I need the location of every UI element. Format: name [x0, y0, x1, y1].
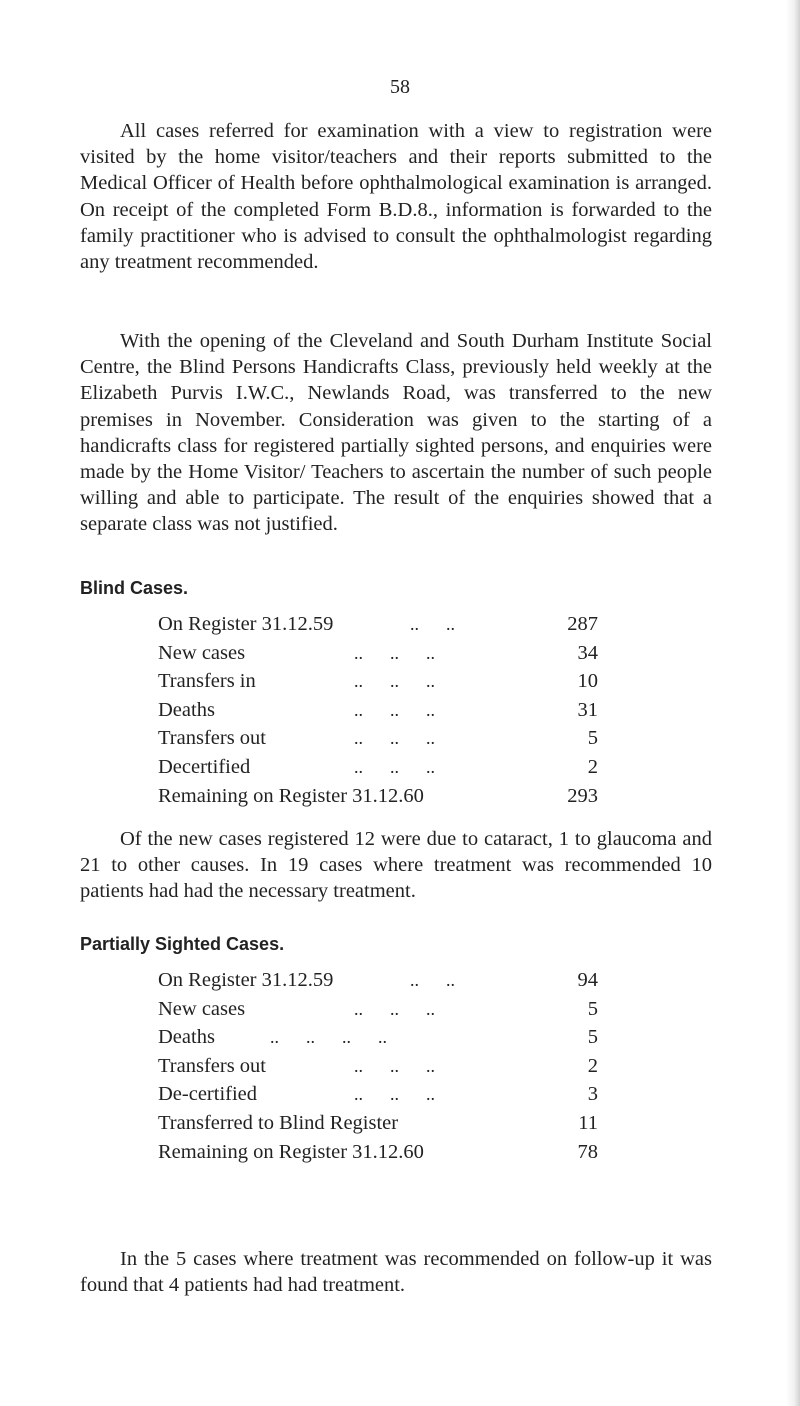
- row-value: 287: [567, 613, 598, 635]
- blind-cases-heading: Blind Cases.: [80, 578, 189, 598]
- row-value: 11: [578, 1111, 598, 1134]
- page-number: 58: [390, 76, 410, 98]
- row-value: 78: [577, 1140, 598, 1163]
- row-label: On Register 31.12.59: [158, 969, 334, 991]
- row-value: 94: [577, 969, 598, 991]
- paragraph-registration-visits: [80, 118, 712, 275]
- row-value: 5: [587, 1026, 598, 1049]
- row-value: 2: [587, 755, 598, 778]
- table-row: [158, 1080, 598, 1109]
- table-row: [158, 639, 598, 668]
- table-row: [158, 995, 598, 1024]
- leader-dots: .. .. ..: [354, 642, 435, 663]
- leader-dots: .. ..: [410, 970, 455, 990]
- partially-sighted-heading: Partially Sighted Cases.: [80, 934, 285, 954]
- table-row: [158, 1052, 598, 1081]
- row-label: Remaining on Register 31.12.60: [158, 784, 424, 807]
- row-label: Transfers out: [158, 1054, 267, 1077]
- leader-dots: .. .. ..: [354, 756, 435, 777]
- paragraph-text: Of the new cases registered 12 were due to cataract, 1 to glaucoma and 21 to other causes. In 19 cases where treatment was recommended 10 patients had had the necessary treatment.: [80, 828, 712, 903]
- paragraph-text: With the opening of the Cleveland and South Durham Institute Social Centre, the Blind Persons Handicrafts Class, previously held weekly at the Elizabeth Purvis I.W.C., Newlands Road, was transferred to the new premises in November. Consideration was given to the starting of a handicrafts class for registered partially sighted persons, and enquiries were made by the Home Visitor/ Teachers to ascertain the number of such people willing and able to participate. The result of the enquiries showed that a separate class was not justified.: [80, 330, 712, 536]
- page-edge-shadow: [786, 0, 800, 1406]
- leader-dots: .. .. .. ..: [270, 1027, 387, 1048]
- table-row: [158, 667, 598, 696]
- paragraph-new-cases-causes: [80, 826, 712, 905]
- paragraph-text: In the 5 cases where treatment was recommended on follow-up it was found that 4 patients had had treatment.: [80, 1248, 712, 1297]
- row-label: Deaths: [158, 698, 215, 721]
- row-value: 5: [587, 997, 598, 1020]
- partially-sighted-table: [158, 966, 598, 1166]
- leader-dots: .. .. ..: [354, 1055, 435, 1076]
- row-label: On Register 31.12.59: [158, 613, 334, 635]
- row-value: 3: [587, 1083, 598, 1106]
- table-row: [158, 753, 598, 782]
- table-row: [158, 724, 598, 753]
- leader-dots: .. .. ..: [354, 998, 435, 1019]
- row-label: Transfers in: [158, 670, 256, 693]
- row-label: Transfers out: [158, 727, 267, 750]
- table-row: [158, 696, 598, 725]
- leader-dots: .. ..: [410, 614, 455, 634]
- leader-dots: .. .. ..: [354, 728, 435, 749]
- leader-dots: .. .. ..: [354, 1084, 435, 1105]
- row-value: 10: [577, 670, 598, 693]
- row-value: 31: [577, 698, 598, 721]
- row-value: 293: [567, 784, 598, 807]
- row-value: 34: [577, 641, 598, 664]
- paragraph-text: All cases referred for examination with a view to registration were visited by the home visitor/teachers and their reports submitted to the Medical Officer of Health before ophthalmological examination is arranged. On receipt of the completed Form B.D.8., information is forwarded to the family practitioner who is advised to consult the ophthalmologist regarding any treatment recommended.: [80, 120, 712, 274]
- table-row: [158, 1023, 598, 1052]
- leader-dots: .. .. ..: [354, 671, 435, 692]
- row-label: Remaining on Register 31.12.60: [158, 1140, 424, 1163]
- row-label: New cases: [158, 997, 246, 1020]
- row-label: De-certified: [158, 1083, 258, 1106]
- row-label: Transferred to Blind Register: [158, 1111, 399, 1134]
- row-value: 2: [587, 1054, 598, 1077]
- leader-dots: .. .. ..: [354, 699, 435, 720]
- row-label: New cases: [158, 641, 246, 664]
- paragraph-handicrafts-class: [80, 328, 712, 538]
- paragraph-follow-up: [80, 1246, 712, 1298]
- table-row: [158, 782, 598, 811]
- table-row: [158, 1138, 598, 1167]
- table-row: [158, 1109, 598, 1138]
- row-label: Deaths: [158, 1026, 215, 1049]
- row-value: 5: [587, 727, 598, 750]
- table-row: [158, 610, 598, 639]
- blind-cases-table: [158, 610, 598, 810]
- row-label: Decertified: [158, 755, 251, 778]
- table-row: [158, 966, 598, 995]
